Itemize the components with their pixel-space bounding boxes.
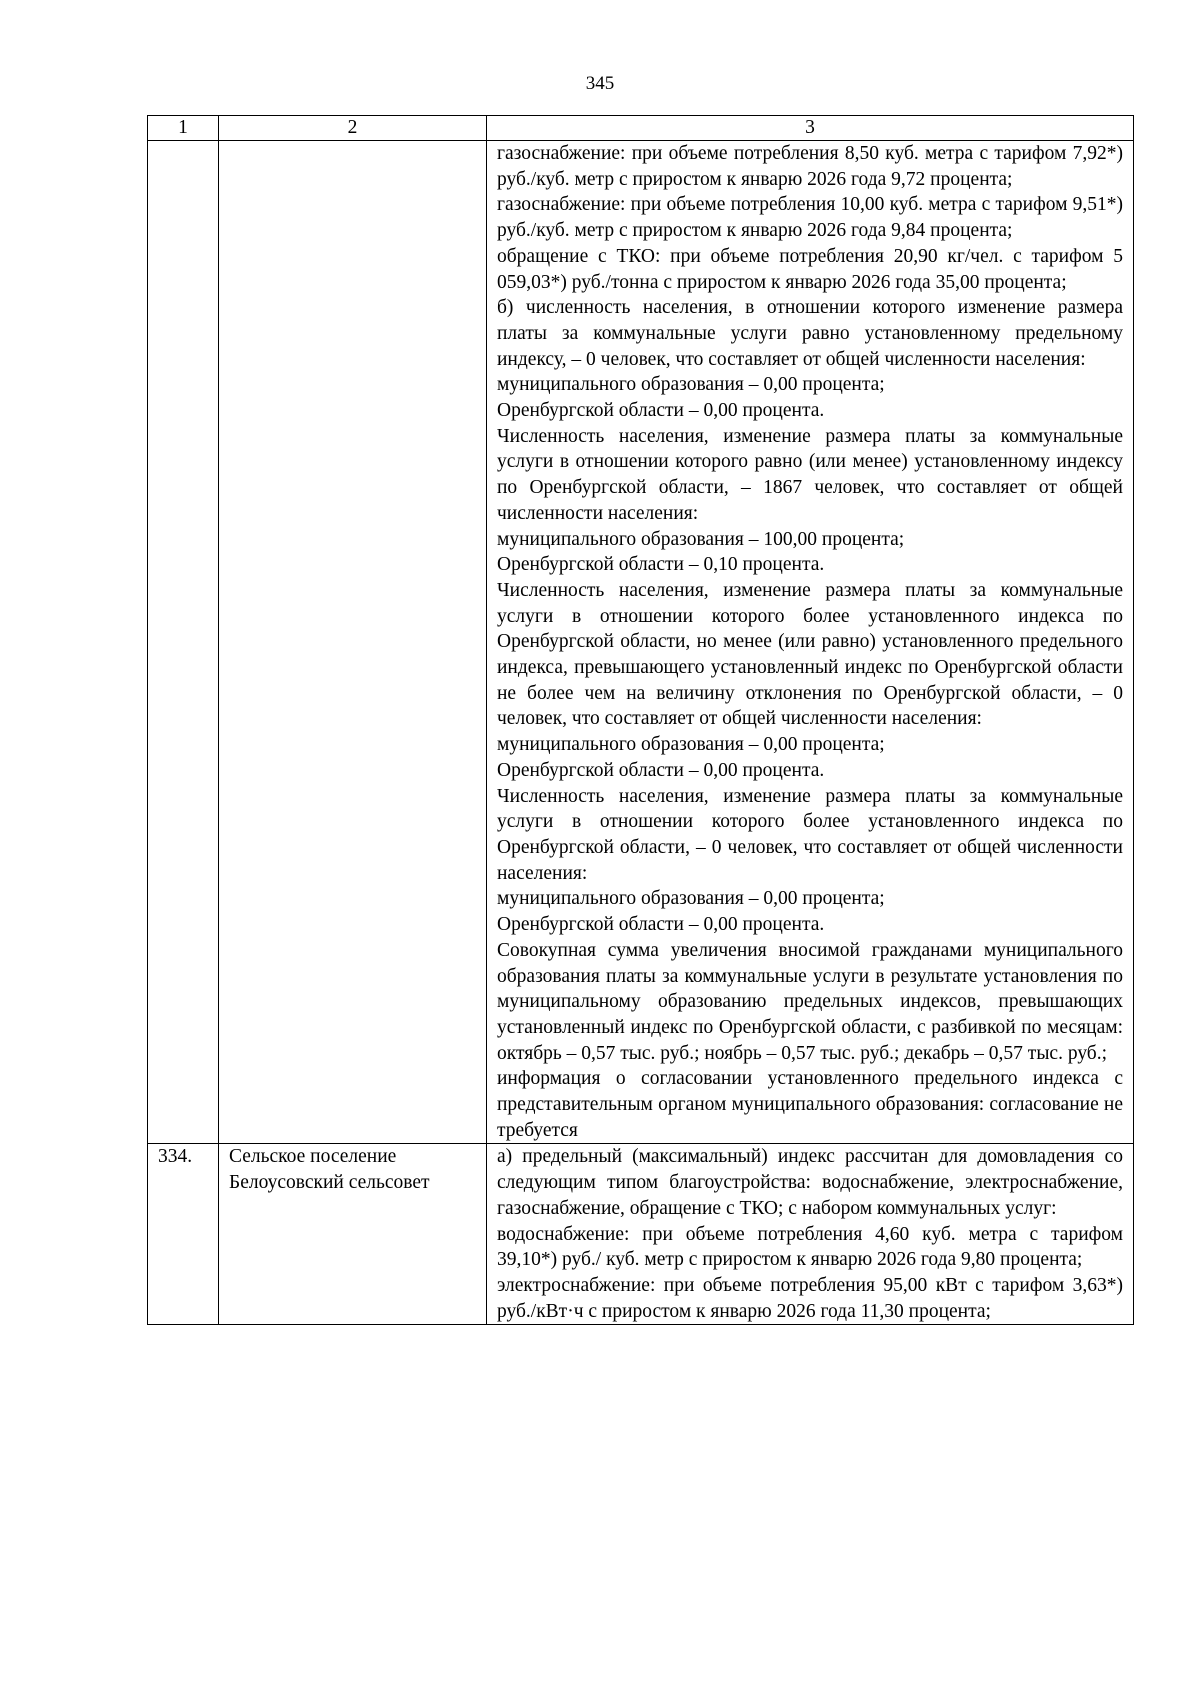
settlement-name-cell (219, 141, 487, 1144)
paragraph: газоснабжение: при объеме потребления 10,00 куб. метра с тарифом 9,51*) руб./куб. метр с приростом к январю 2026 года 9,84 процента; (497, 194, 1123, 242)
paragraph: электроснабжение: при объеме потребления 95,00 кВт с тарифом 3,63*) руб./кВт·ч с приростом к январю 2026 года 11,30 процента; (497, 1274, 1123, 1322)
column-header-1: 1 (148, 116, 219, 141)
document-table (147, 115, 1134, 1325)
page-number: 345 (585, 73, 615, 94)
row-number-cell: 334. (148, 1144, 219, 1325)
paragraph: а) предельный (максимальный) индекс рассчитан для домовладения со следующим типом благоустройства: водоснабжение, электроснабжение, газоснабжение, обращение с ТКО; с набором коммунальных услуг: (497, 1146, 1123, 1219)
paragraph: водоснабжение: при объеме потребления 4,60 куб. метра с тарифом 39,10*) руб./ куб. метр с приростом к январю 2026 года 9,80 процента; (497, 1223, 1123, 1271)
paragraph: Совокупная сумма увеличения вносимой гражданами муниципального образования платы за коммунальные услуги в результате установления по муниципальному образованию предельных индексов, превышающих установленный индекс по Оренбургской области, с разбивкой по месяцам: октябрь – 0,57 тыс. руб.; ноябрь – 0,57 тыс. руб.; декабрь – 0,57 тыс. руб.; (497, 939, 1123, 1064)
table-header-row (148, 116, 1134, 141)
column-header-3: 3 (487, 116, 1134, 141)
paragraph: Оренбургской области – 0,00 процента. (497, 914, 825, 936)
paragraph: Численность населения, изменение размера платы за коммунальные услуги в отношении которого более установленного индекса по Оренбургской области, но менее (или равно) установленного предельного индекса, превышающего установленный индекс по Оренбургской области не более чем на величину отклонения по Оренбургской области, – 0 человек, что составляет от общей численности населения: (497, 579, 1123, 730)
paragraph: Численность населения, изменение размера платы за коммунальные услуги в отношении которого равно (или менее) установленному индексу по Оренбургской области, – 1867 человек, что составляет от общей численности населения: (497, 425, 1123, 524)
paragraph: газоснабжение: при объеме потребления 8,50 куб. метра с тарифом 7,92*) руб./куб. метр с приростом к январю 2026 года 9,72 процента; (497, 143, 1123, 190)
paragraph: Оренбургской области – 0,00 процента. (497, 759, 825, 781)
settlement-name-line: Белоусовский сельсовет (229, 1172, 430, 1194)
indices-description-cell (487, 1144, 1134, 1325)
settlement-name-cell (219, 1144, 487, 1325)
paragraph: Оренбургской области – 0,00 процента. (497, 400, 825, 422)
paragraph: информация о согласовании установленного предельного индекса с представительным органом муниципального образования: согласование не требуется (497, 1068, 1123, 1141)
settlement-name-line: Сельское поселение (229, 1146, 397, 1168)
row-number-cell (148, 141, 219, 1144)
paragraph: обращение с ТКО: при объеме потребления 20,90 кг/чел. с тарифом 5 059,03*) руб./тонна с приростом к январю 2026 года 35,00 процента; (497, 245, 1123, 293)
indices-description-cell (487, 141, 1134, 1144)
paragraph: муниципального образования – 100,00 процента; (497, 528, 905, 550)
column-header-2: 2 (219, 116, 487, 141)
table-row (148, 141, 1134, 1144)
paragraph: муниципального образования – 0,00 процента; (497, 888, 885, 910)
paragraph: б) численность населения, в отношении которого изменение размера платы за коммунальные услуги равно установленному предельному индексу, – 0 человек, что составляет от общей численности населения: (497, 297, 1123, 370)
paragraph: муниципального образования – 0,00 процента; (497, 734, 885, 756)
paragraph: Численность населения, изменение размера платы за коммунальные услуги в отношении которого более установленного индекса по Оренбургской области, – 0 человек, что составляет от общей численности населения: (497, 785, 1123, 884)
table-row (148, 1144, 1134, 1325)
paragraph: муниципального образования – 0,00 процента; (497, 374, 885, 396)
paragraph: Оренбургской области – 0,10 процента. (497, 554, 825, 576)
